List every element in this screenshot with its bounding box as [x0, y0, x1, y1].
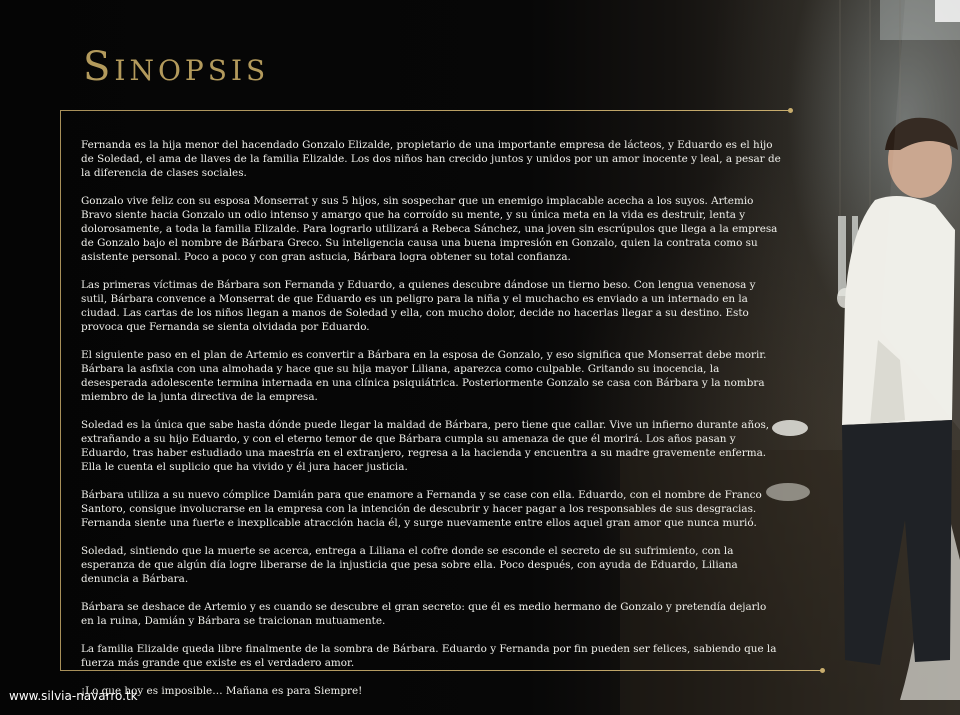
synopsis-paragraph: Bárbara utiliza a su nuevo cómplice Damián para que enamore a Fernanda y se case con ella. Eduardo, con el nombre de Franco Santoro, consigue involucrarse en la empresa con la intención de descubrir y hacer pagar a los responsables de sus desgracias. Fernanda siente una fuerte e inexplicable atracción hacia él, y surge nuevamente entre ellos aquel gran amor que nunca murió.: [81, 489, 762, 529]
synopsis-paragraph: Fernanda es la hija menor del hacendado Gonzalo Elizalde, propietario de una importante empresa de lácteos, y Eduardo es el hijo de Soledad, el ama de llaves de la familia Elizalde. Los dos niños han crecido juntos y unidos por un amor inocente y leal, a pesar de la diferencia de clases sociales.: [81, 139, 781, 179]
closing-tagline: ¡Lo que hoy es imposible… Mañana es para Siempre!: [81, 685, 363, 697]
synopsis-paragraph: La familia Elizalde queda libre finalmente de la sombra de Bárbara. Eduardo y Fernanda por fin pueden ser felices, sabiendo que la fuerza más grande que existe es el verdadero amor.: [81, 643, 777, 669]
synopsis-paragraph: Gonzalo vive feliz con su esposa Monserrat y sus 5 hijos, sin sospechar que un enemigo implacable acecha a los suyos. Artemio Bravo siente hacia Gonzalo un odio intenso y amargo que ha corroído su mente, y su única meta en la vida es destruir, lenta y dolorosamente, a toda la familia Elizalde. Para lograrlo utilizará a Rebeca Sánchez, una joven sin escrúpulos que llega a la empresa de Gonzalo bajo el nombre de Bárbara Greco. Su inteligencia causa una buena impresión en Gonzalo, quien la contrata como su asistente personal. Poco a poco y con gran astucia, Bárbara logra obtener su total confianza.: [81, 195, 778, 263]
synopsis-paragraph: Bárbara se deshace de Artemio y es cuando se descubre el gran secreto: que él es medio hermano de Gonzalo y pretendía dejarlo en la ruina, Damián y Bárbara se traicionan mutuamente.: [81, 601, 767, 627]
frame-top-rule: [60, 110, 790, 111]
watermark-url: www.silvia-navarro.tk: [9, 689, 138, 703]
frame-top-dot: [788, 108, 793, 113]
synopsis-paragraph: Soledad, sintiendo que la muerte se acerca, entrega a Liliana el cofre donde se esconde el secreto de su sufrimiento, con la esperanza de que algún día logre liberarse de la injusticia que pesa sobre ella. Poco después, con ayuda de Eduardo, Liliana denuncia a Bárbara.: [81, 545, 738, 585]
page-title: Sinopsis: [83, 44, 270, 90]
synopsis-paragraph: Soledad es la única que sabe hasta dónde puede llegar la maldad de Bárbara, pero tiene que callar. Vive un infierno durante años, extrañando a su hijo Eduardo, y con el eterno temor de que Bárbara cumpla su amenaza de que él morirá. Los años pasan y Eduardo, tras haber estudiado una maestría en el extranjero, regresa a la hacienda y encuentra a su madre gravemente enferma. Ella le cuenta el suplicio que ha vivido y él jura hacer justicia.: [81, 419, 770, 473]
frame-left-rule: [60, 110, 61, 670]
frame-bottom-dot: [820, 668, 825, 673]
synopsis-paragraph: El siguiente paso en el plan de Artemio es convertir a Bárbara en la esposa de Gonzalo, y eso significa que Monserrat debe morir. Bárbara la asfixia con una almohada y hace que su hija mayor Liliana, aparezca como culpable. Gritando su inocencia, la desesperada adolescente termina internada en una clínica psiquiátrica. Posteriormente Gonzalo se casa con Bárbara y la nombra miembro de la junta directiva de la empresa.: [81, 349, 767, 403]
synopsis-body: [81, 138, 781, 712]
synopsis-paragraph: Las primeras víctimas de Bárbara son Fernanda y Eduardo, a quienes descubre dándose un tierno beso. Con lengua venenosa y sutil, Bárbara convence a Monserrat de que Eduardo es un peligro para la niña y el muchacho es enviado a un internado en la ciudad. Las cartas de los niños llegan a manos de Soledad y ella, con mucho dolor, decide no hacerlas llegar a su destino. Esto provoca que Fernanda se sienta olvidada por Eduardo.: [81, 279, 756, 333]
